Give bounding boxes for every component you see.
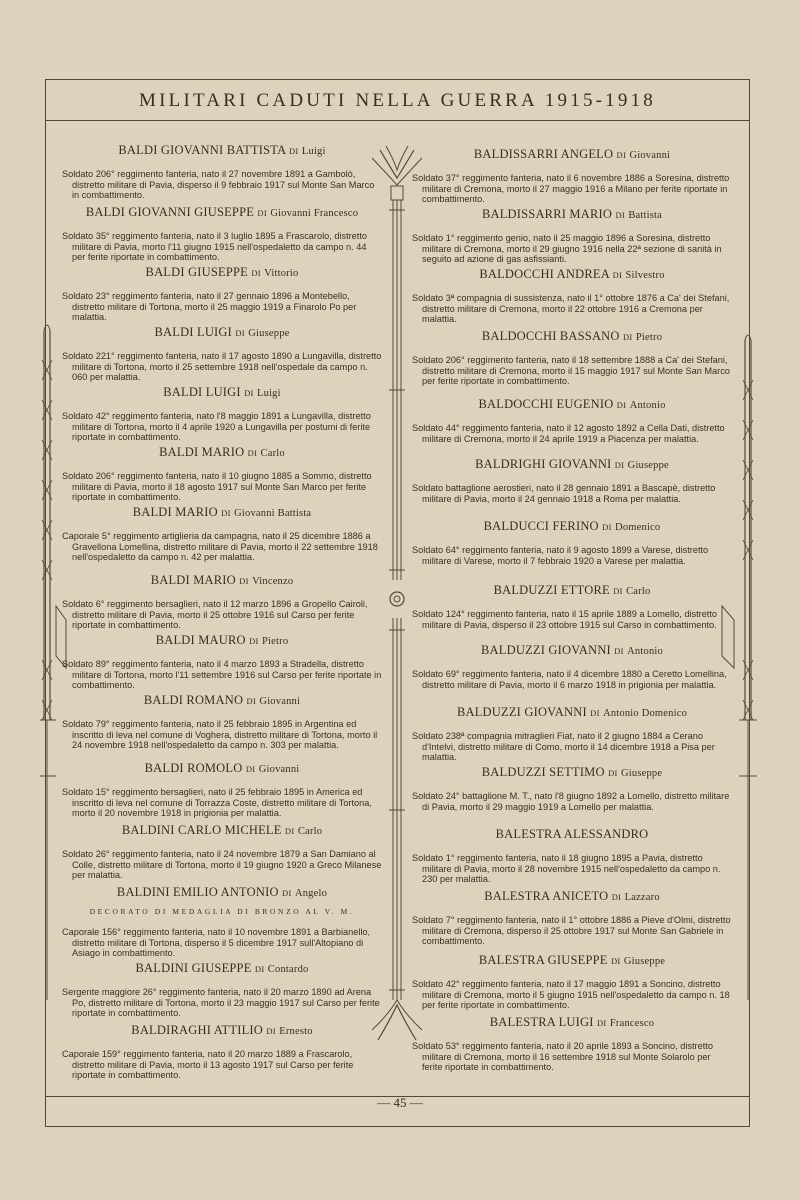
service-record-text: Soldato 37° reggimento fanteria, nato il 6 novembre 1886 a Soresina, distretto militare di Cremona, morto il 27 maggio 1916 a Milano per ferite riportate in combattimento.: [412, 173, 730, 205]
soldier-name: [62, 325, 382, 340]
di-particle: DI: [612, 270, 623, 280]
roll-entry: [412, 207, 732, 265]
service-record-text: Soldato 1° reggimento genio, nato il 25 maggio 1896 a Soresina, distretto militare di Cremona, morto il 29 giugno 1916 nella 22ª sezione di sanità in seguito ad azione di gas asfissianti.: [412, 233, 722, 265]
soldier-name: [62, 761, 382, 776]
soldier-surname-given: BALDI LUIGI: [163, 385, 241, 399]
father-name: Ernesto: [279, 1026, 313, 1037]
roll-entry: [62, 205, 382, 263]
father-name: Vincenzo: [252, 576, 294, 587]
service-record-text: Caporale 156° reggimento fanteria, nato il 10 novembre 1891 a Barbianello, distretto militare di Tortona, disperso il 5 dicembre 1917 sull'Altopiano di Asiago in combattimento.: [62, 927, 371, 959]
roll-entry: [62, 385, 382, 443]
soldier-name: [412, 827, 732, 842]
service-record-text: Soldato 42° reggimento fanteria, nato il 17 maggio 1891 a Soncino, distretto militare di Cremona, morto il 5 giugno 1915 nell'ospedaletto da campo n. 18 per ferite riportate in combattimento.: [412, 979, 730, 1011]
father-name: Francesco: [609, 1018, 655, 1029]
di-particle: DI: [615, 210, 626, 220]
roll-entry: [412, 267, 732, 325]
soldier-surname-given: BALDI ROMANO: [143, 693, 244, 707]
soldier-name: [412, 889, 732, 904]
roll-entry: [412, 457, 732, 504]
service-record-text: Soldato 35° reggimento fanteria, nato il 3 luglio 1895 a Frascarolo, distretto militare di Pavia, morto l'11 giugno 1915 nell'ospedaletto da campo n. 44 per ferite riportate in combattimento.: [62, 231, 367, 263]
di-particle: DI: [288, 146, 299, 156]
soldier-name: [62, 1023, 382, 1038]
di-particle: DI: [622, 332, 633, 342]
service-record-text: Soldato 124° reggimento fanteria, nato il 15 aprile 1889 a Lomello, distretto militare di Pavia, disperso il 23 ottobre 1915 sul Carso in combattimento.: [412, 609, 718, 630]
soldier-name: [412, 643, 732, 658]
father-name: Vittorio: [264, 268, 299, 279]
father-name: Contardo: [267, 964, 309, 975]
roll-entry: [412, 705, 732, 763]
di-particle: DI: [247, 448, 258, 458]
roll-entry: [62, 573, 382, 631]
soldier-surname-given: BALDI GIOVANNI GIUSEPPE: [85, 205, 255, 219]
service-record-text: Soldato 1° reggimento fanteria, nato il 18 giugno 1895 a Pavia, distretto militare di Pavia, morto il 28 novembre 1915 nell'ospedaletto da campo n. 230 per malattia.: [412, 853, 721, 885]
service-record-text: Sergente maggiore 26° reggimento fanteria, nato il 20 marzo 1890 ad Arena Po, distretto militare di Tortona, morto il 23 maggio 1917 sul Carso per ferite riportate in combattimento.: [62, 987, 380, 1019]
father-name: Giovanni Francesco: [270, 208, 359, 219]
di-particle: DI: [590, 708, 600, 718]
di-particle: DI: [614, 646, 624, 656]
father-name: Luigi: [301, 146, 326, 157]
father-name: Carlo: [626, 586, 651, 597]
service-record-text: Soldato 3ª compagnia di sussistenza, nato il 1° ottobre 1876 a Ca' dei Stefani, distretto militare di Cremona, morto il 22 ottobre 1916 a Cremona per malattia.: [412, 293, 730, 325]
di-particle: DI: [257, 208, 267, 218]
roll-entry: [412, 765, 732, 812]
soldier-name: [62, 143, 382, 158]
soldier-surname-given: BALESTRA LUIGI: [489, 1015, 594, 1029]
service-record-text: Soldato 64° reggimento fanteria, nato il 9 agosto 1899 a Varese, distretto militare di Varese, morto il 7 febbraio 1920 a Varese per malattia.: [412, 545, 709, 566]
soldier-name: [62, 961, 382, 976]
father-name: Domenico: [615, 522, 661, 533]
roll-entry: [62, 445, 382, 503]
father-name: Luigi: [257, 388, 281, 399]
father-name: Giovanni: [258, 764, 300, 775]
soldier-surname-given: BALDI MARIO: [150, 573, 236, 587]
soldier-name: [412, 457, 732, 472]
soldier-name: [412, 705, 732, 720]
soldier-name: [62, 505, 382, 520]
service-record-text: Soldato 42° reggimento fanteria, nato l'8 maggio 1891 a Lungavilla, distretto militare di Tortona, morto il 4 aprile 1920 a Lungavilla per postumi di ferite riportate in combattimento.: [62, 411, 371, 443]
service-record-text: Soldato 24° battaglione M. T., nato l'8 giugno 1892 a Lomello, distretto militare di Pavia, morto il 29 maggio 1919 a Lomello per malattia.: [412, 791, 730, 812]
father-name: Antonio: [629, 400, 666, 411]
di-particle: DI: [610, 956, 621, 966]
service-record-text: Soldato 26° reggimento fanteria, nato il 24 novembre 1879 a San Damiano al Colle, distretto militare di Tortona, morto il 19 giugno 1920 a Greco Milanese per malattia.: [62, 849, 382, 881]
soldier-name: [412, 765, 732, 780]
soldier-surname-given: BALDUCCI FERINO: [483, 519, 599, 533]
di-particle: DI: [602, 522, 612, 532]
father-name: Giuseppe: [623, 956, 666, 967]
service-record-text: Soldato 238ª compagnia mitraglieri Fiat, nato il 2 giugno 1884 a Cerano d'Intelvi, distretto militare di Como, morto il 14 dicembre 1918 a Pisa per malattia.: [412, 731, 715, 763]
soldier-name: [412, 397, 732, 412]
soldier-surname-given: BALESTRA ANICETO: [484, 889, 609, 903]
roll-entry: [62, 633, 382, 691]
soldier-name: [412, 583, 732, 598]
soldier-name: [62, 445, 382, 460]
roll-entry: [62, 1023, 382, 1081]
roll-entry: [62, 693, 382, 751]
service-record-text: Soldato 206° reggimento fanteria, nato il 27 novembre 1891 a Gambolò, distretto militare di Pavia, disperso il 9 febbraio 1917 sul Monte San Marco in combattimento.: [62, 169, 375, 201]
service-record-text: Caporale 5° reggimento artiglieria da campagna, nato il 25 dicembre 1886 a Gravellona Lomellina, distretto militare di Pavia, morto il 22 settembre 1918 nell'ospedaletto da campo n. 42 per malattia.: [62, 531, 378, 563]
roll-entry: [412, 953, 732, 1011]
di-particle: DI: [611, 892, 622, 902]
soldier-surname-given: BALESTRA ALESSANDRO: [495, 827, 649, 841]
soldier-name: [62, 693, 382, 708]
di-particle: DI: [246, 696, 257, 706]
roll-entry: [412, 889, 732, 947]
soldier-surname-given: BALDOCCHI BASSANO: [481, 329, 620, 343]
service-record-text: Soldato 89° reggimento fanteria, nato il 4 marzo 1893 a Stradella, distretto militare di Tortona, morto l'11 settembre 1916 sul Carso per ferite riportate in combattimento.: [62, 659, 382, 691]
di-particle: DI: [249, 636, 259, 646]
soldier-surname-given: BALDI MAURO: [155, 633, 246, 647]
soldier-name: [62, 265, 382, 280]
page-number: — 45 —: [377, 1095, 423, 1110]
soldier-surname-given: BALDISSARRI MARIO: [481, 207, 613, 221]
soldier-name: [412, 267, 732, 282]
father-name: Lazzaro: [624, 892, 660, 903]
roll-entry: [62, 265, 382, 323]
father-name: Carlo: [297, 826, 323, 837]
roll-entry: [412, 519, 732, 566]
roll-entry: [62, 823, 382, 881]
soldier-surname-given: BALDINI GIUSEPPE: [135, 961, 252, 975]
roll-entry: [62, 961, 382, 1019]
di-particle: DI: [244, 388, 254, 398]
soldier-surname-given: BALDINI CARLO MICHELE: [121, 823, 282, 837]
roll-entry: [412, 397, 732, 444]
roll-entry: [62, 325, 382, 383]
soldier-name: [412, 329, 732, 344]
soldier-surname-given: BALDI ROMOLO: [144, 761, 243, 775]
roll-entry: [412, 583, 732, 630]
father-name: Antonio Domenico: [603, 708, 688, 719]
soldier-surname-given: BALDUZZI ETTORE: [493, 583, 610, 597]
soldier-name: [62, 633, 382, 648]
roll-entry: [412, 1015, 732, 1073]
soldier-name: [62, 205, 382, 220]
soldier-name: [412, 207, 732, 222]
soldier-surname-given: BALESTRA GIUSEPPE: [478, 953, 608, 967]
soldier-name: [62, 385, 382, 400]
soldier-name: [62, 823, 382, 838]
service-record-text: Soldato 79° reggimento fanteria, nato il 25 febbraio 1895 in Argentina ed inscritto di leva nel comune di Voghera, distretto militare di Tortona, morto il 24 novembre 1918 nell'ospedaletto da campo n. 303 per malattia.: [62, 719, 378, 751]
service-record-text: Soldato 53° reggimento fanteria, nato il 20 aprile 1893 a Soncino, distretto militare di Cremona, morto il 16 settembre 1918 sul Monte Solarolo per ferite riportate in combattimento.: [412, 1041, 713, 1073]
service-record-text: Soldato 206° reggimento fanteria, nato il 10 giugno 1885 a Sommo, distretto militare di Pavia, morto il 18 agosto 1917 sul Monte San Marco per ferite riportate in combattimento.: [62, 471, 372, 503]
soldier-name: [62, 885, 382, 900]
roll-entry: [412, 147, 732, 205]
soldier-surname-given: BALDI GIUSEPPE: [145, 265, 248, 279]
di-particle: DI: [251, 268, 261, 278]
soldier-surname-given: BALDI MARIO: [159, 445, 245, 459]
roll-entry: [412, 329, 732, 387]
roll-entry: [62, 885, 382, 959]
di-particle: DI: [245, 764, 256, 774]
father-name: Pietro: [635, 332, 663, 343]
di-particle: DI: [614, 460, 625, 470]
di-particle: DI: [282, 888, 292, 898]
soldier-name: [412, 147, 732, 162]
di-particle: DI: [608, 768, 618, 778]
service-record-text: Soldato battaglione aerostieri, nato il 28 gennaio 1891 a Bascapè, distretto militare di Pavia, morto il 24 gennaio 1918 a Roma per malattia.: [412, 483, 716, 504]
soldier-surname-given: BALDIRAGHI ATTILIO: [131, 1023, 263, 1037]
service-record-text: Soldato 206° reggimento fanteria, nato il 18 settembre 1888 a Ca' dei Stefani, distretto militare di Cremona, morto il 15 maggio 1917 sul Monte San Marco per ferite riportate in combattimento.: [412, 355, 730, 387]
father-name: Giuseppe: [620, 768, 663, 779]
soldier-name: [412, 1015, 732, 1030]
father-name: Antonio: [627, 646, 663, 657]
service-record-text: Soldato 23° reggimento fanteria, nato il 27 gennaio 1896 a Montebello, distretto militare di Tortona, morto il 25 maggio 1919 a Finarolo Po per malattia.: [62, 291, 357, 323]
soldier-surname-given: BALDRIGHI GIOVANNI: [475, 457, 612, 471]
soldier-surname-given: BALDOCCHI EUGENIO: [478, 397, 614, 411]
soldier-surname-given: BALDI LUIGI: [154, 325, 233, 339]
roll-entry: [412, 827, 732, 885]
father-name: Giovanni: [259, 696, 301, 707]
soldier-surname-given: BALDI GIOVANNI BATTISTA: [118, 143, 286, 157]
di-particle: DI: [221, 508, 231, 518]
di-particle: DI: [284, 826, 295, 836]
soldier-name: [62, 573, 382, 588]
father-name: Giovanni: [629, 150, 671, 161]
father-name: Carlo: [260, 448, 285, 459]
soldier-surname-given: BALDINI EMILIO ANTONIO: [116, 885, 279, 899]
di-particle: DI: [616, 400, 627, 410]
soldier-surname-given: BALDUZZI SETTIMO: [481, 765, 605, 779]
father-name: Battista: [628, 210, 663, 221]
father-name: Pietro: [262, 636, 289, 647]
roll-entry: [412, 643, 732, 690]
di-particle: DI: [613, 586, 623, 596]
service-record-text: Soldato 69° reggimento fanteria, nato il 4 dicembre 1880 a Ceretto Lomellina, distretto militare di Pavia, morto il 6 marzo 1918 in prigionia per malattia.: [412, 669, 727, 690]
di-particle: DI: [266, 1026, 276, 1036]
soldier-name: [412, 519, 732, 534]
di-particle: DI: [239, 576, 249, 586]
decoration-note: DECORATO DI MEDAGLIA DI BRONZO AL V. M.: [89, 907, 355, 916]
soldier-surname-given: BALDISSARRI ANGELO: [473, 147, 614, 161]
service-record-text: Soldato 6° reggimento bersaglieri, nato il 12 marzo 1896 a Gropello Cairoli, distretto militare di Pavia, morto il 25 ottobre 1916 sul Carso per ferite riportate in combattimento.: [62, 599, 368, 631]
di-particle: DI: [596, 1018, 607, 1028]
di-particle: DI: [616, 150, 627, 160]
roll-entry: [62, 505, 382, 563]
di-particle: DI: [254, 964, 265, 974]
soldier-surname-given: BALDUZZI GIOVANNI: [456, 705, 587, 719]
soldier-surname-given: BALDOCCHI ANDREA: [479, 267, 610, 281]
service-record-text: Soldato 7° reggimento fanteria, nato il 1° ottobre 1886 a Pieve d'Olmi, distretto militare di Cremona, disperso il 25 ottobre 1917 sul Monte San Gabriele in combattimento.: [412, 915, 731, 947]
father-name: Silvestro: [625, 270, 665, 281]
soldier-name: [412, 953, 732, 968]
soldier-surname-given: BALDI MARIO: [132, 505, 218, 519]
father-name: Giuseppe: [627, 460, 669, 471]
father-name: Giovanni Battista: [234, 508, 312, 519]
father-name: Giuseppe: [248, 328, 290, 339]
page-title: MILITARI CADUTI NELLA GUERRA 1915-1918: [139, 90, 656, 111]
roll-entry: [62, 761, 382, 819]
page-header: [46, 80, 749, 121]
service-record-text: Soldato 44° reggimento fanteria, nato il 12 agosto 1892 a Cella Dati, distretto militare di Cremona, morto il 24 aprile 1919 a Piacenza per malattia.: [412, 423, 725, 444]
roll-entry: [62, 143, 382, 201]
di-particle: DI: [235, 328, 245, 338]
service-record-text: Soldato 15° reggimento bersaglieri, nato il 25 febbraio 1895 in America ed inscritto di leva nel comune di Torrazza Coste, distretto militare di Tortona, morto il 20 novembre 1918 in prigionia per malattia.: [62, 787, 372, 819]
service-record-text: Caporale 159° reggimento fanteria, nato il 20 marzo 1889 a Frascarolo, distretto militare di Pavia, morto il 13 agosto 1917 sul Carso per ferite riportate in combattimento.: [62, 1049, 354, 1081]
service-record-text: Soldato 221° reggimento fanteria, nato il 17 agosto 1890 a Lungavilla, distretto militare di Tortona, morto il 25 settembre 1918 nell'ospedale da campo n. 060 per malattia.: [62, 351, 382, 383]
soldier-surname-given: BALDUZZI GIOVANNI: [481, 643, 611, 657]
father-name: Angelo: [294, 888, 328, 899]
